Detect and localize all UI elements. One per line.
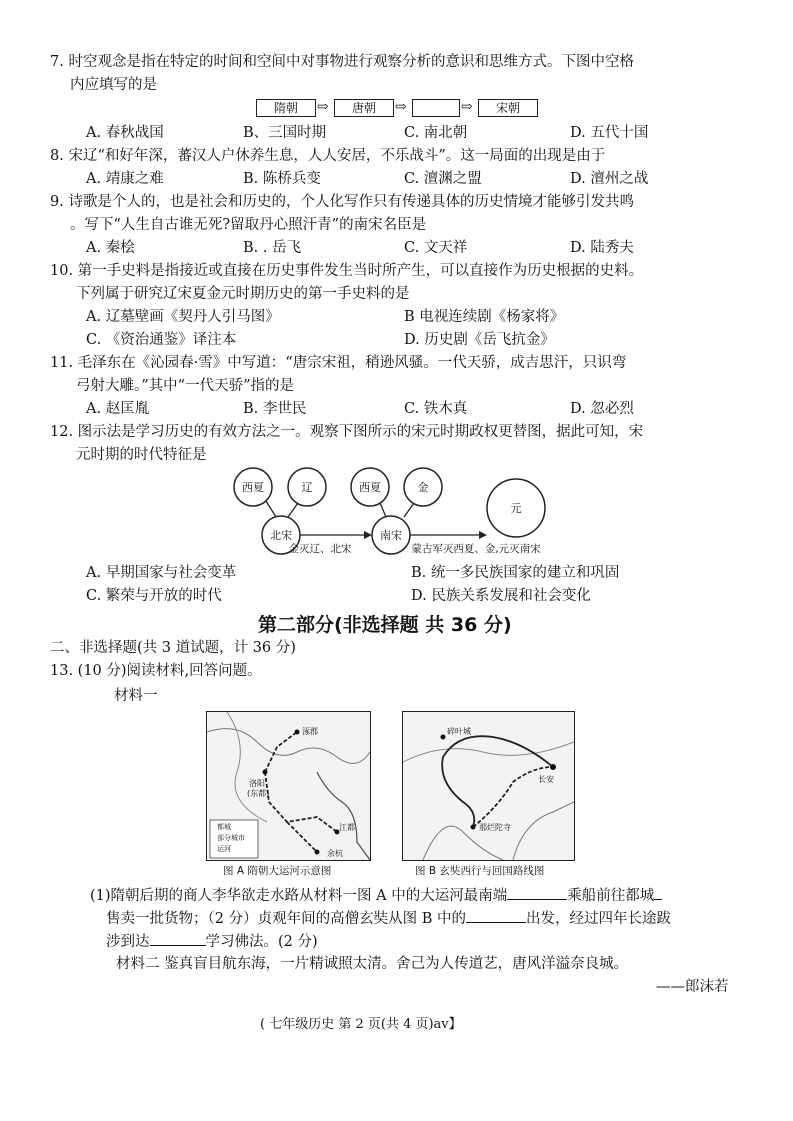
map-grand-canal (206, 711, 371, 861)
map-label-zhuojun: 涿郡 (302, 727, 318, 736)
map-xuanzang-route (402, 711, 575, 861)
arrow-icon (479, 531, 487, 539)
q11-line2: 弓射大雕。”其中“一代天骄”指的是 (76, 378, 294, 394)
map-label-nalanda: 那烂陀寺 (479, 823, 511, 832)
city-marker (471, 825, 476, 830)
q8-option-b: B. 陈桥兵变 (243, 171, 321, 187)
map-label-luoyang: 洛阳 (249, 779, 265, 788)
diagram-label-liao: 辽 (301, 481, 313, 494)
q13-sub1-text-f: 学习佛法。(2 分) (205, 934, 318, 950)
arrow-icon: ⇨ (461, 99, 473, 115)
material1-label: 材料一 (114, 688, 158, 704)
part2-title: 第二部分(非选择题 共 36 分) (258, 614, 512, 636)
diagram-label-northern-song: 北宋 (270, 529, 292, 542)
q9-option-a: A. 秦桧 (86, 240, 135, 256)
timeline-box-sui: 隋朝 (256, 99, 316, 117)
timeline-box-song: 宋朝 (478, 99, 538, 117)
q9-option-b: B. . 岳飞 (243, 240, 302, 256)
map-label-changan: 长安 (538, 775, 554, 784)
q7-line2: 内应填写的是 (70, 77, 157, 93)
city-marker (550, 764, 556, 770)
page-footer: ( 七年级历史 第 2 页(共 4 页)av】 (260, 1017, 462, 1032)
q7-option-b: B、三国时期 (243, 125, 327, 141)
material2-source: ——郎沫若 (656, 979, 729, 995)
q13-sub1-text-e: 涉到达 (106, 934, 150, 950)
city-marker (263, 770, 268, 775)
q8-option-c: C. 澶渊之盟 (404, 171, 482, 187)
legend-canal: 运河 (217, 845, 231, 853)
timeline-box-blank (412, 99, 460, 117)
q10-line2: 下列属于研究辽宋夏金元时期历史的第一手史料的是 (76, 286, 410, 302)
q13-sub1-text-b: 乘船前往都城 (567, 888, 655, 904)
diagram-label-southern-song: 南宋 (380, 529, 402, 542)
q11-option-d: D. 忽必烈 (570, 401, 634, 417)
diagram-caption-1: 金灭辽、北宋 (288, 543, 352, 555)
material2-text: 材料二 鉴真盲目航东海，一片精诚照太清。舍己为人传道艺，唐风洋溢奈良城。 (116, 956, 629, 972)
city-marker (441, 735, 446, 740)
q10-option-c: C. 《资治通鉴》译注本 (86, 332, 237, 348)
q9-line2: 。写下“人生自古谁无死?留取丹心照汗青”的南宋名臣是 (70, 217, 427, 233)
arrow-icon (364, 531, 372, 539)
answer-blank-2[interactable] (466, 908, 526, 923)
arrow-icon: ⇨ (317, 99, 329, 115)
q13-sub1-line2 (106, 908, 671, 929)
map-label-yuhang: 余杭 (327, 849, 343, 858)
q13-sub1-line3 (106, 931, 318, 952)
q12-line2: 元时期的时代特征是 (76, 447, 207, 463)
q11-line1: 11. 毛泽东在《沁园春·雪》中写道：“唐宗宋祖，稍逊风骚。一代天骄，成吉思汗，只识弯 (50, 355, 627, 371)
q12-line1: 12. 图示法是学习历史的有效方法之一。观察下图所示的宋元时期政权更替图，据此可知，宋 (50, 424, 644, 440)
q7-option-d: D. 五代十国 (570, 125, 649, 141)
map-label-jiangdu: 江都 (339, 823, 355, 832)
map-label-suiye: 碎叶城 (447, 727, 471, 736)
legend-city: 部分城市 (217, 834, 245, 842)
q8-option-d: D. 澶州之战 (570, 171, 649, 187)
map-label-dongdu: (东都) (247, 789, 270, 798)
q10-option-b: B 电视连续剧《杨家将》 (404, 309, 565, 325)
q11-option-c: C. 铁木真 (404, 401, 468, 417)
q12-option-a: A. 早期国家与社会变革 (86, 565, 237, 581)
timeline-box-tang: 唐朝 (334, 99, 394, 117)
q13-sub1-line1 (90, 885, 662, 906)
diagram-label-xixia-2: 西夏 (359, 481, 381, 494)
mapB-caption: 图 B 玄奘西行与回国路线图 (415, 865, 545, 877)
q10-line1: 10. 第一手史料是指接近或直接在历史事件发生当时所产生，可以直接作为历史根据的史料。 (50, 263, 644, 279)
mapA-caption: 图 A 隋朝大运河示意图 (223, 865, 332, 877)
arrow-icon: ⇨ (395, 99, 407, 115)
q12-option-d: D. 民族关系发展和社会变化 (411, 588, 591, 604)
q13-sub1-text-a: (1)隋朝后期的商人李华欲走水路从材料一图 A 中的大运河最南端 (90, 888, 508, 904)
q7-option-a: A. 春秋战国 (86, 125, 164, 141)
q8-option-a: A. 靖康之难 (86, 171, 164, 187)
q8-line1: 8. 宋辽“和好年深，蕃汉人户休养生息，人人安居，不乐战斗”。这一局面的出现是由于 (50, 148, 606, 164)
diagram-label-xixia-1: 西夏 (242, 481, 264, 494)
q13-sub1-text-c: 售卖一批货物；（2 分）贞观年间的高僧玄奘从图 B 中的 (106, 911, 466, 927)
q7-option-c: C. 南北朝 (404, 125, 468, 141)
q13-sub1-text-d: 出发，经过四年长途跋 (525, 911, 671, 927)
answer-blank-3[interactable] (150, 931, 206, 946)
q13-intro: 13. (10 分)阅读材料,回答问题。 (50, 663, 262, 679)
diagram-label-jin: 金 (417, 481, 429, 494)
q7-line1: 7. 时空观念是指在特定的时间和空间中对事物进行观察分析的意识和思维方式。下图中空格 (50, 54, 634, 70)
q12-option-c: C. 繁荣与开放的时代 (86, 588, 222, 604)
diagram-label-yuan: 元 (510, 502, 522, 515)
q10-option-a: A. 辽墓壁画《契丹人引马图》 (86, 309, 280, 325)
q9-line1: 9. 诗歌是个人的，也是社会和历史的，个人化写作只有传递具体的历史情境才能够引发共鸣 (50, 194, 634, 210)
legend-capital: 都城 (217, 823, 231, 831)
part2-heading: 二、非选择题(共 3 道试题，计 36 分) (50, 640, 296, 656)
answer-blank-1[interactable] (507, 885, 567, 900)
q10-option-d: D. 历史剧《岳飞抗金》 (404, 332, 555, 348)
q12-option-b: B. 统一多民族国家的建立和巩固 (411, 565, 620, 581)
city-marker (315, 850, 320, 855)
q9-option-c: C. 文天祥 (404, 240, 468, 256)
q9-option-d: D. 陆秀夫 (570, 240, 634, 256)
q11-option-a: A. 赵匡胤 (86, 401, 150, 417)
q11-option-b: B. 李世民 (243, 401, 307, 417)
regime-change-diagram (226, 463, 576, 563)
diagram-caption-2: 蒙古军灭西夏、金,元灭南宋 (411, 543, 541, 555)
city-marker (295, 730, 300, 735)
